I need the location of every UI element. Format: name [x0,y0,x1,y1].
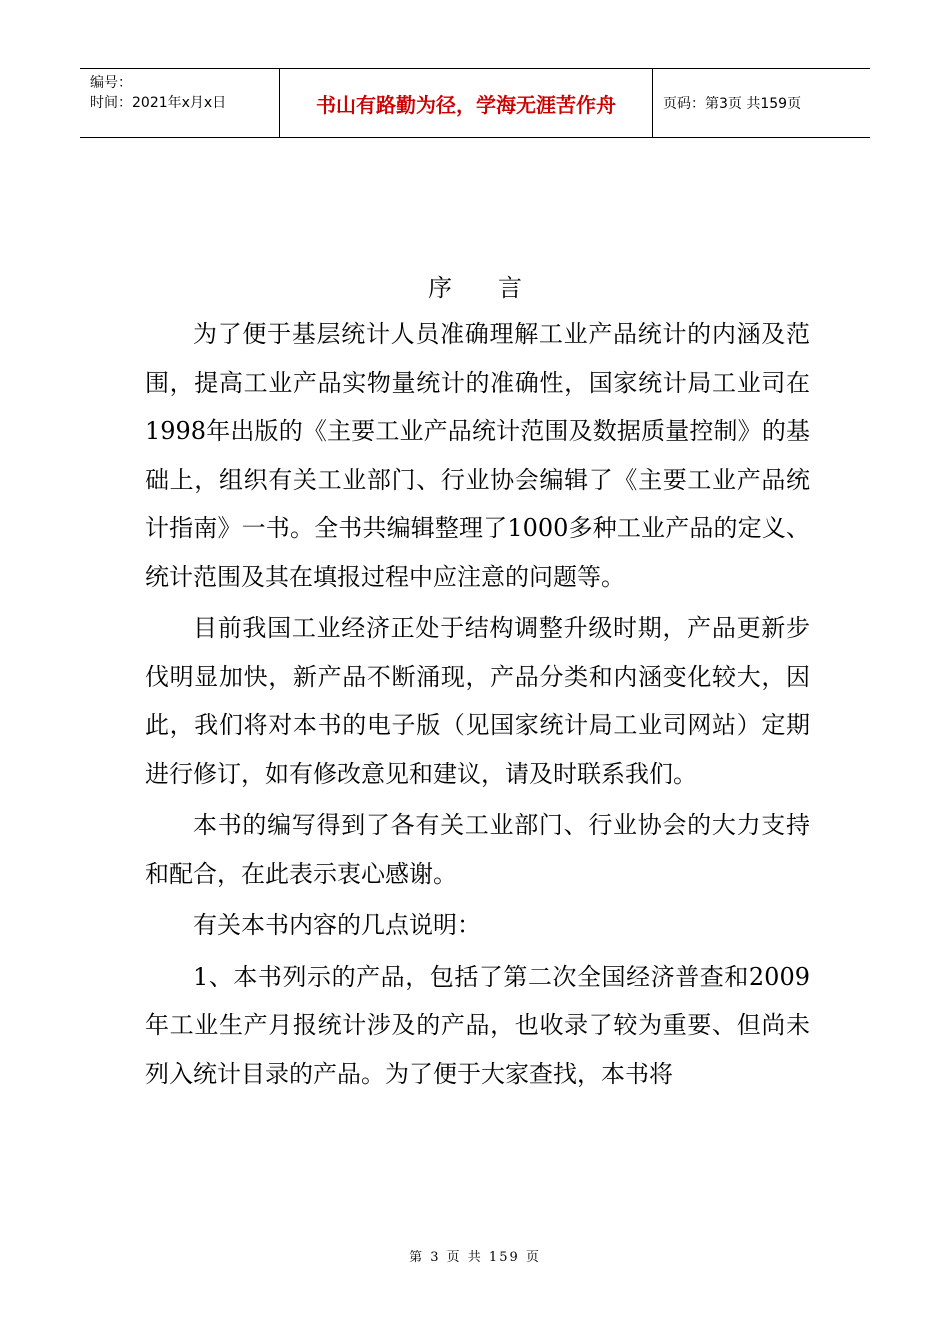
header-motto: 书山有路勤为径，学海无涯苦作舟 [280,69,653,137]
header-page-info: 页码：第3页 共159页 [663,96,802,112]
section-title: 序言 [428,274,568,302]
paragraph: 有关本书内容的几点说明： [193,911,481,939]
document-number: 编号： [90,75,132,91]
paragraph: 目前我国工业经济正处于结构调整升级时期，产品更新步伐明显加快，新产品不断涌现，产品分类和内涵变化较大，因此，我们将对本书的电子版（见国家统计局工业司网站）定期进行修订，如有修改意见和建议，请及时联系我们。 [145,614,810,788]
paragraph: 本书的编写得到了各有关工业部门、行业协会的大力支持和配合，在此表示衷心感谢。 [145,811,810,888]
paragraph: 1、本书列示的产品，包括了第二次全国经济普查和2009年工业生产月报统计涉及的产品，也收录了较为重要、但尚未列入统计目录的产品。为了便于大家查找，本书将 [145,962,810,1088]
document-date: 时间：2021年x月x日 [90,95,227,111]
page-header [80,68,870,138]
header-meta [80,69,280,137]
paragraph: 为了便于基层统计人员准确理解工业产品统计的内涵及范围，提高工业产品实物量统计的准确性，国家统计局工业司在1998年出版的《主要工业产品统计范围及数据质量控制》的基础上，组织有关工业部门、行业协会编辑了《主要工业产品统计指南》一书。全书共编辑整理了1000多种工业产品的定义、统计范围及其在填报过程中应注意的问题等。 [145,320,810,591]
body-text [145,310,810,1098]
page-footer: 第 3 页 共 159 页 [409,1250,541,1265]
